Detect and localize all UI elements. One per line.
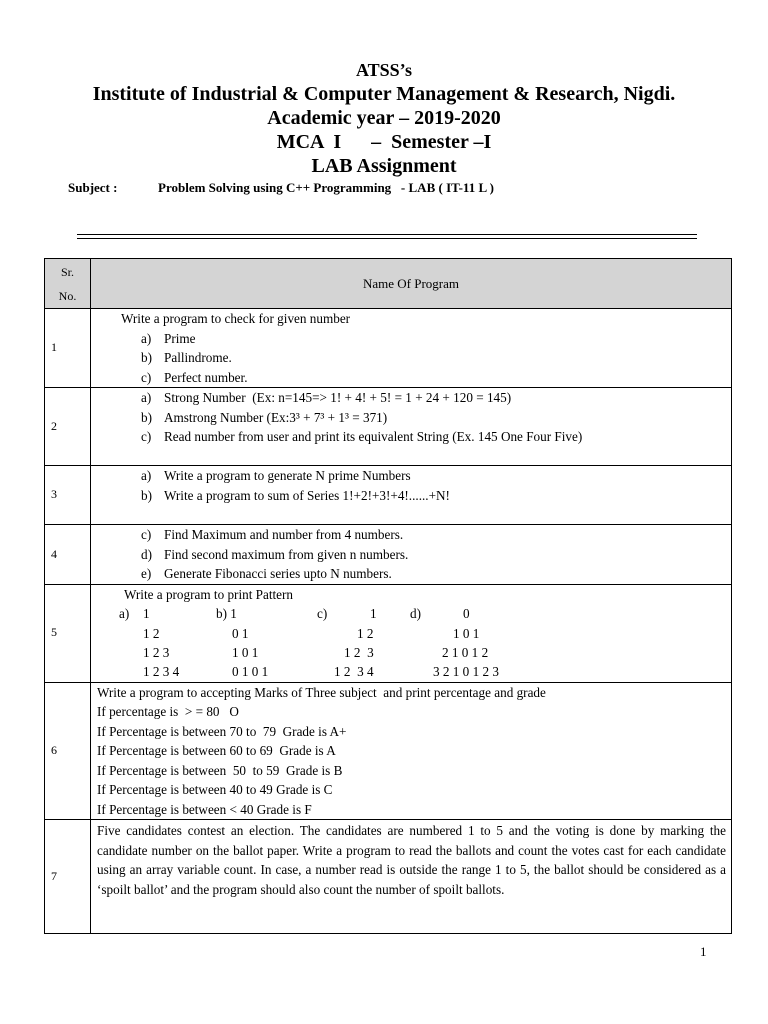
list-item: If percentage is > = 80 O bbox=[97, 704, 239, 719]
list-item: If Percentage is between 70 to 79 Grade is A+ bbox=[97, 723, 347, 739]
col-header-sr-no: Sr. No. bbox=[45, 259, 91, 309]
pattern-c-line: 1 bbox=[370, 605, 377, 621]
list-item: b) Write a program to sum of Series 1!+2!+3!+4!......+N! bbox=[141, 487, 450, 503]
list-item: If Percentage is between < 40 Grade is F bbox=[97, 801, 312, 817]
pattern-a-line: 1 2 bbox=[143, 625, 160, 641]
pattern-b-line: 0 1 bbox=[232, 625, 249, 641]
row-program bbox=[91, 309, 732, 388]
header-org-short: ATSS’s bbox=[355, 60, 413, 80]
list-item: c) Perfect number. bbox=[141, 369, 248, 385]
row-sr-no: 4 bbox=[45, 525, 91, 585]
list-item: c) Read number from user and print its equivalent String (Ex. 145 One Four Five) bbox=[141, 429, 583, 444]
list-item: b) Pallindrome. bbox=[141, 350, 232, 365]
row-program bbox=[91, 525, 732, 585]
table-row bbox=[45, 682, 732, 820]
page-number: 1 bbox=[700, 944, 707, 959]
row-intro: Write a program to check for given number bbox=[121, 311, 351, 326]
list-item: Write a program to accepting Marks of Three subject and print percentage and grade bbox=[97, 684, 546, 700]
row-program bbox=[91, 466, 732, 525]
pattern-a-line: 1 2 3 bbox=[143, 644, 170, 660]
header-academic-year: Academic year – 2019-2020 bbox=[267, 107, 501, 129]
pattern-a-line: 1 bbox=[143, 605, 150, 621]
list-item: a) Write a program to generate N prime Numbers bbox=[141, 468, 411, 483]
row-sr-no: 7 bbox=[45, 820, 91, 934]
list-item: If Percentage is between 40 to 49 Grade is C bbox=[97, 782, 333, 797]
row-sr-no: 2 bbox=[45, 388, 91, 466]
subject-value: Problem Solving using C++ Programming - LAB ( IT-11 L ) bbox=[158, 180, 495, 195]
table-row bbox=[45, 309, 732, 388]
row-paragraph: Five candidates contest an election. The candidates are numbered 1 to 5 and the voting is done by marking the candidate number on the ballot paper. Write a program to read the ballots and count the votes cast for each candidate using an array variable count. In case, a number read is outside the range 1 to 5, the ballot should be considered as a ‘spoilt ballot’ and the program should also count the number of spoilt ballots. bbox=[97, 823, 726, 897]
table-row bbox=[45, 466, 732, 525]
program-table bbox=[44, 258, 732, 934]
table-header-row bbox=[45, 259, 732, 309]
pattern-c-line: 1 2 bbox=[357, 625, 374, 641]
divider-line bbox=[77, 238, 697, 239]
pattern-d-label: d) bbox=[410, 605, 421, 621]
table-row bbox=[45, 388, 732, 466]
row-sr-no: 6 bbox=[45, 682, 91, 820]
pattern-b-line: 0 1 0 1 bbox=[232, 663, 269, 679]
pattern-c-line: 1 2 3 bbox=[344, 644, 374, 660]
pattern-c-label: c) bbox=[317, 605, 328, 621]
list-item: b) Amstrong Number (Ex:3³ + 7³ + 1³ = 371) bbox=[141, 409, 388, 425]
pattern-d-line: 2 1 0 1 2 bbox=[442, 644, 489, 660]
table-row bbox=[45, 525, 732, 585]
row-sr-no: 3 bbox=[45, 466, 91, 525]
pattern-block bbox=[91, 585, 731, 682]
list-item: e) Generate Fibonacci series upto N numbers. bbox=[141, 566, 392, 581]
subject-label: Subject : bbox=[68, 180, 118, 195]
row-program bbox=[91, 584, 732, 682]
divider-line bbox=[77, 234, 697, 235]
pattern-a-label: a) bbox=[119, 605, 130, 621]
list-item: If Percentage is between 50 to 59 Grade is B bbox=[97, 762, 343, 778]
header-institute-name: Institute of Industrial & Computer Management & Research, Nigdi. bbox=[92, 83, 676, 105]
list-item: If Percentage is between 60 to 69 Grade is A bbox=[97, 743, 336, 758]
header-course-semester: MCA I – Semester –I bbox=[276, 131, 492, 153]
pattern-c-line: 1 2 3 4 bbox=[334, 663, 374, 679]
list-item: a) Prime bbox=[141, 330, 196, 346]
pattern-b-label: b) 1 bbox=[216, 605, 237, 621]
list-item: c) Find Maximum and number from 4 numbers. bbox=[141, 527, 404, 542]
col-header-program-name: Name Of Program bbox=[91, 259, 732, 309]
list-item: d) Find second maximum from given n numbers. bbox=[141, 546, 409, 562]
row-program bbox=[91, 388, 732, 466]
list-item: a) Strong Number (Ex: n=145=> 1! + 4! + 5! = 1 + 24 + 120 = 145) bbox=[141, 390, 512, 405]
pattern-a-line: 1 2 3 4 bbox=[143, 663, 180, 679]
row-sr-no: 1 bbox=[45, 309, 91, 388]
table-row bbox=[45, 584, 732, 682]
row-intro: Write a program to print Pattern bbox=[124, 586, 294, 602]
pattern-d-line: 1 0 1 bbox=[453, 625, 480, 641]
row-sr-no: 5 bbox=[45, 584, 91, 682]
header-doc-title: LAB Assignment bbox=[311, 155, 457, 177]
pattern-b-line: 1 0 1 bbox=[232, 644, 259, 660]
row-program bbox=[91, 820, 732, 934]
pattern-d-line: 3 2 1 0 1 2 3 bbox=[433, 663, 499, 679]
pattern-d-line: 0 bbox=[463, 605, 470, 621]
table-row bbox=[45, 820, 732, 934]
row-program bbox=[91, 682, 732, 820]
